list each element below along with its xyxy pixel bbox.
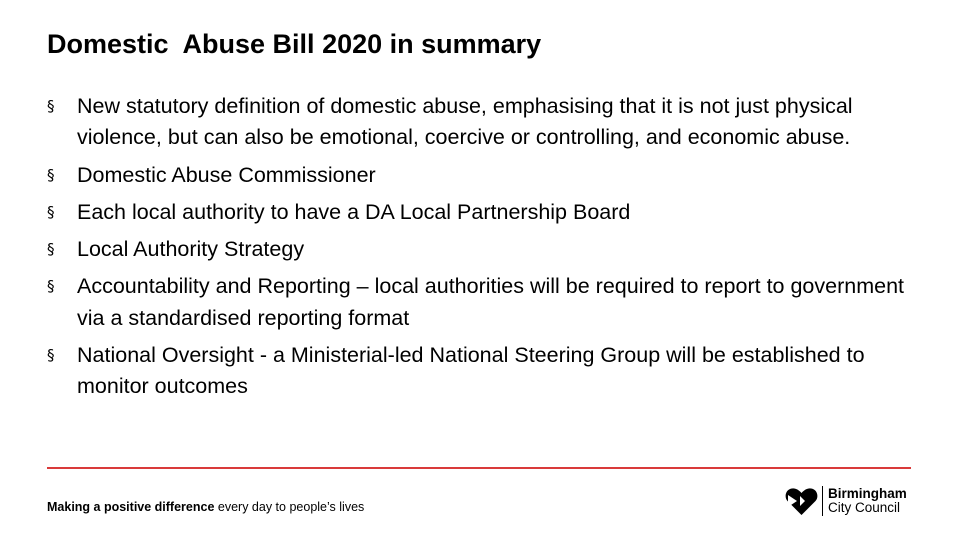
bullet-text: Local Authority Strategy (77, 237, 305, 262)
bullet-item (47, 197, 937, 228)
logo-text (828, 487, 907, 515)
bullet-square-icon: § (47, 240, 55, 259)
logo-line-birmingham: Birmingham (828, 486, 907, 501)
bullet-list (47, 91, 937, 403)
logo-divider (822, 486, 823, 516)
bullet-text: Domestic Abuse Commissioner (77, 162, 376, 187)
logo-line-city-council: City Council (828, 500, 901, 515)
bullet-text: National Oversight - a Ministerial-led National Steering Group will be established to monitor outcomes (77, 343, 865, 399)
bullet-item (47, 340, 937, 403)
bullet-text: Each local authority to have a DA Local Partnership Board (77, 199, 631, 224)
bullet-text: New statutory definition of domestic abuse, emphasising that it is not just physical violence, but can also be emotional, coercive or controlling, and economic abuse. (77, 94, 853, 150)
bullet-text: Accountability and Reporting – local authorities will be required to report to government via a standardised reporting format (77, 274, 905, 330)
bullet-square-icon: § (47, 346, 55, 365)
footer-divider (47, 467, 911, 469)
bullet-item (47, 234, 937, 265)
council-logo (785, 485, 907, 517)
heart-b-logo-icon (785, 486, 818, 516)
tagline-rest: every day to people’s lives (214, 500, 365, 514)
slide-title: Domestic Abuse Bill 2020 in summary (47, 29, 542, 59)
footer-tagline (47, 499, 364, 515)
bullet-square-icon: § (47, 277, 55, 296)
bullet-item (47, 271, 937, 334)
tagline-strong: Making a positive difference (47, 500, 215, 514)
bullet-square-icon: § (47, 165, 55, 184)
bullet-square-icon: § (47, 97, 55, 115)
bullet-item (47, 160, 937, 191)
bullet-item (47, 91, 937, 154)
bullet-square-icon: § (47, 202, 55, 221)
